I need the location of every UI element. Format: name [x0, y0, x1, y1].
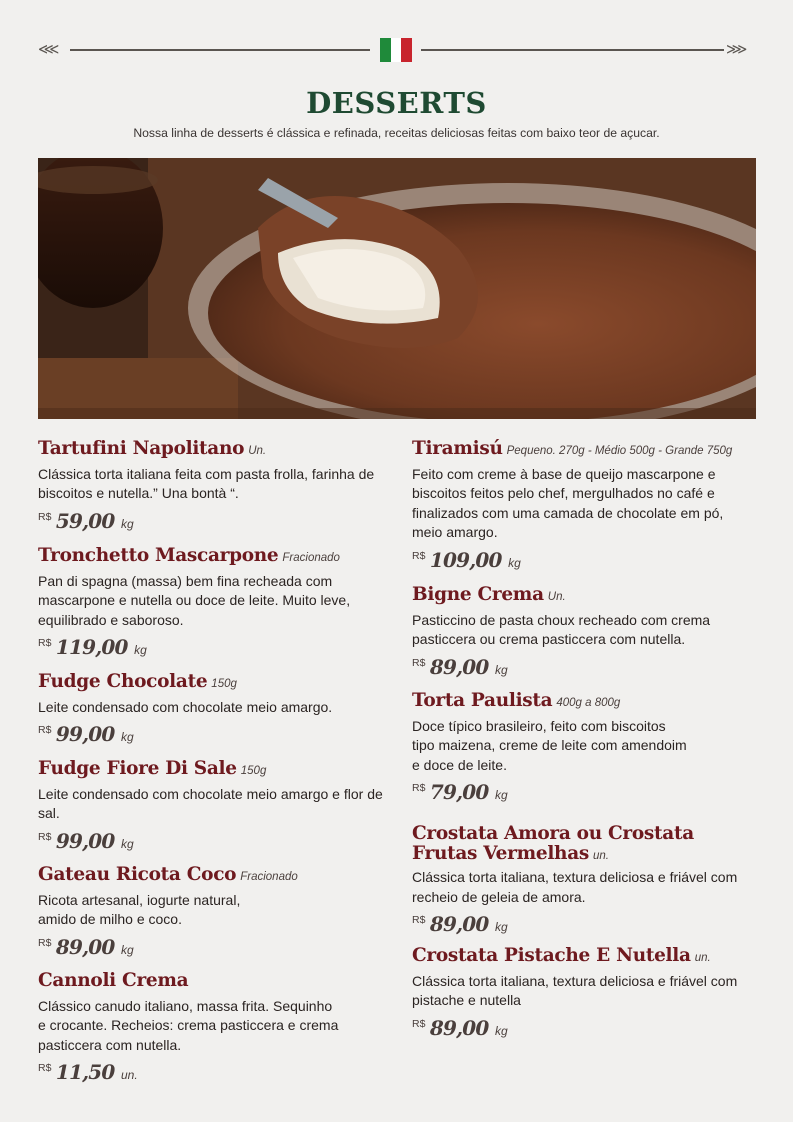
item-price	[38, 637, 383, 658]
currency-symbol: R$	[412, 914, 426, 926]
item-name: Tiramisú	[412, 438, 503, 459]
menu-item	[38, 673, 383, 745]
item-size: Pequeno. 270g - Médio 500g - Grande 750g	[506, 445, 733, 457]
item-description: Clássica torta italiana, textura deliciosa e friável com recheio de geleia de amora.	[412, 869, 738, 905]
price-amount: 119,00	[55, 635, 128, 659]
menu-item	[38, 547, 383, 658]
currency-symbol: R$	[412, 656, 426, 669]
price-amount: 99,00	[55, 828, 115, 853]
item-name: Tronchetto Mascarpone	[38, 545, 279, 566]
item-price	[38, 508, 383, 533]
right-arrows-icon: ⋙	[726, 40, 745, 58]
price-unit: kg	[120, 730, 134, 744]
item-size: Un.	[547, 591, 566, 603]
italian-flag-icon	[380, 38, 412, 62]
page-subtitle: Nossa linha de desserts é clássica e refinada, receitas deliciosas feitas com baixo teor de açucar.	[133, 126, 660, 140]
item-description: Ricota artesanal, iogurte natural, amido de milho e coco.	[38, 891, 241, 927]
price-amount: 59,00	[55, 508, 115, 533]
currency-symbol: R$	[38, 724, 52, 736]
menu-item	[38, 866, 383, 958]
currency-symbol: R$	[412, 1017, 426, 1030]
item-name: Tartufini Napolitano	[38, 438, 245, 459]
currency-symbol: R$	[38, 936, 52, 949]
item-description: Clássica torta italiana, textura deliciosa e friável com pistache e nutella	[412, 972, 738, 1008]
flag-green-stripe	[380, 38, 391, 62]
currency-symbol: R$	[412, 549, 426, 562]
price-unit: kg	[508, 555, 521, 570]
price-unit: kg	[494, 920, 508, 934]
price-unit: kg	[120, 836, 134, 851]
price-amount: 109,00	[429, 547, 502, 572]
menu-item	[38, 760, 383, 852]
item-size: Fracionado	[240, 871, 298, 883]
item-name: Bigne Crema	[412, 584, 544, 605]
item-price	[38, 934, 383, 959]
item-description: Leite condensado com chocolate meio amargo.	[38, 698, 333, 715]
price-unit: kg	[494, 662, 508, 677]
item-name: Crostata Pistache E Nutella	[412, 945, 691, 966]
item-name: Fudge Chocolate	[38, 671, 208, 692]
item-name: Gateau Ricota Coco	[38, 864, 237, 885]
item-price	[412, 782, 757, 803]
price-unit: un.	[120, 1068, 138, 1082]
currency-symbol: R$	[38, 637, 52, 649]
rule-line-right	[421, 49, 724, 51]
item-price	[38, 724, 383, 745]
currency-symbol: R$	[38, 510, 52, 523]
flag-white-stripe	[391, 38, 402, 62]
price-amount: 89,00	[55, 934, 115, 959]
item-price	[412, 654, 757, 679]
item-size: un.	[694, 952, 711, 964]
price-unit: kg	[494, 1023, 508, 1038]
item-description: Doce típico brasileiro, feito com biscoitos tipo maizena, creme de leite com amendoim e doce de leite.	[412, 717, 687, 773]
item-description: Clássica torta italiana feita com pasta frolla, farinha de biscoitos e nutella.” Una bontà “.	[38, 465, 375, 501]
menu-item	[412, 586, 757, 678]
price-amount: 89,00	[429, 654, 489, 679]
tiramisu-photo	[38, 158, 756, 419]
item-size: 150g	[211, 678, 237, 690]
item-price	[412, 547, 757, 572]
top-decorative-rule	[38, 38, 755, 62]
price-amount: 89,00	[429, 912, 489, 936]
item-price	[38, 1062, 383, 1083]
item-size: Un.	[248, 445, 267, 457]
item-description: Pasticcino de pasta choux recheado com crema pasticcera ou crema pasticcera com nutella.	[412, 611, 711, 647]
page-title: DESSERTS	[306, 86, 487, 120]
item-size: 400g a 800g	[556, 697, 621, 709]
currency-symbol: R$	[412, 782, 426, 794]
tiramisu-illustration	[38, 158, 756, 419]
price-amount: 11,50	[55, 1060, 115, 1084]
item-name: Crostata Amora ou Crostata Frutas Vermelhas	[412, 823, 694, 864]
price-unit: kg	[120, 516, 134, 531]
menu-item	[38, 972, 383, 1083]
item-size: un.	[593, 850, 609, 862]
menu-item	[412, 692, 757, 803]
currency-symbol: R$	[38, 830, 52, 843]
price-unit: kg	[120, 942, 134, 957]
price-unit: kg	[134, 643, 147, 657]
rule-line-left	[70, 49, 370, 51]
item-description: Pan di spagna (massa) bem fina recheada com mascarpone e nutella ou doce de leite. Muito leve, equilibrado e saboroso.	[38, 572, 351, 628]
left-arrows-icon: ⋘	[38, 40, 57, 58]
price-amount: 99,00	[55, 722, 115, 746]
item-description: Clássico canudo italiano, massa frita. Sequinho e crocante. Recheios: crema pasticcera e crema pasticcera com nutella.	[38, 997, 339, 1053]
item-price	[412, 1015, 757, 1040]
menu-item	[412, 440, 757, 571]
item-name: Torta Paulista	[412, 690, 553, 711]
menu-item	[412, 824, 757, 935]
currency-symbol: R$	[38, 1062, 52, 1074]
price-amount: 79,00	[429, 780, 489, 804]
item-name: Fudge Fiore Di Sale	[38, 758, 237, 779]
item-size: 150g	[240, 765, 267, 777]
flag-red-stripe	[401, 38, 412, 62]
item-price	[38, 828, 383, 853]
menu-item	[412, 947, 757, 1039]
item-description: Feito com creme à base de queijo mascarpone e biscoitos feitos pelo chef, mergulhados no café e finalizados com uma camada de chocolate em pó, meio amargo.	[412, 465, 724, 540]
item-size: Fracionado	[282, 552, 340, 564]
price-unit: kg	[494, 788, 508, 802]
item-price	[412, 914, 757, 935]
menu-item	[38, 440, 383, 532]
item-description: Leite condensado com chocolate meio amargo e flor de sal.	[38, 785, 383, 821]
item-name: Cannoli Crema	[38, 970, 189, 991]
price-amount: 89,00	[429, 1015, 489, 1040]
